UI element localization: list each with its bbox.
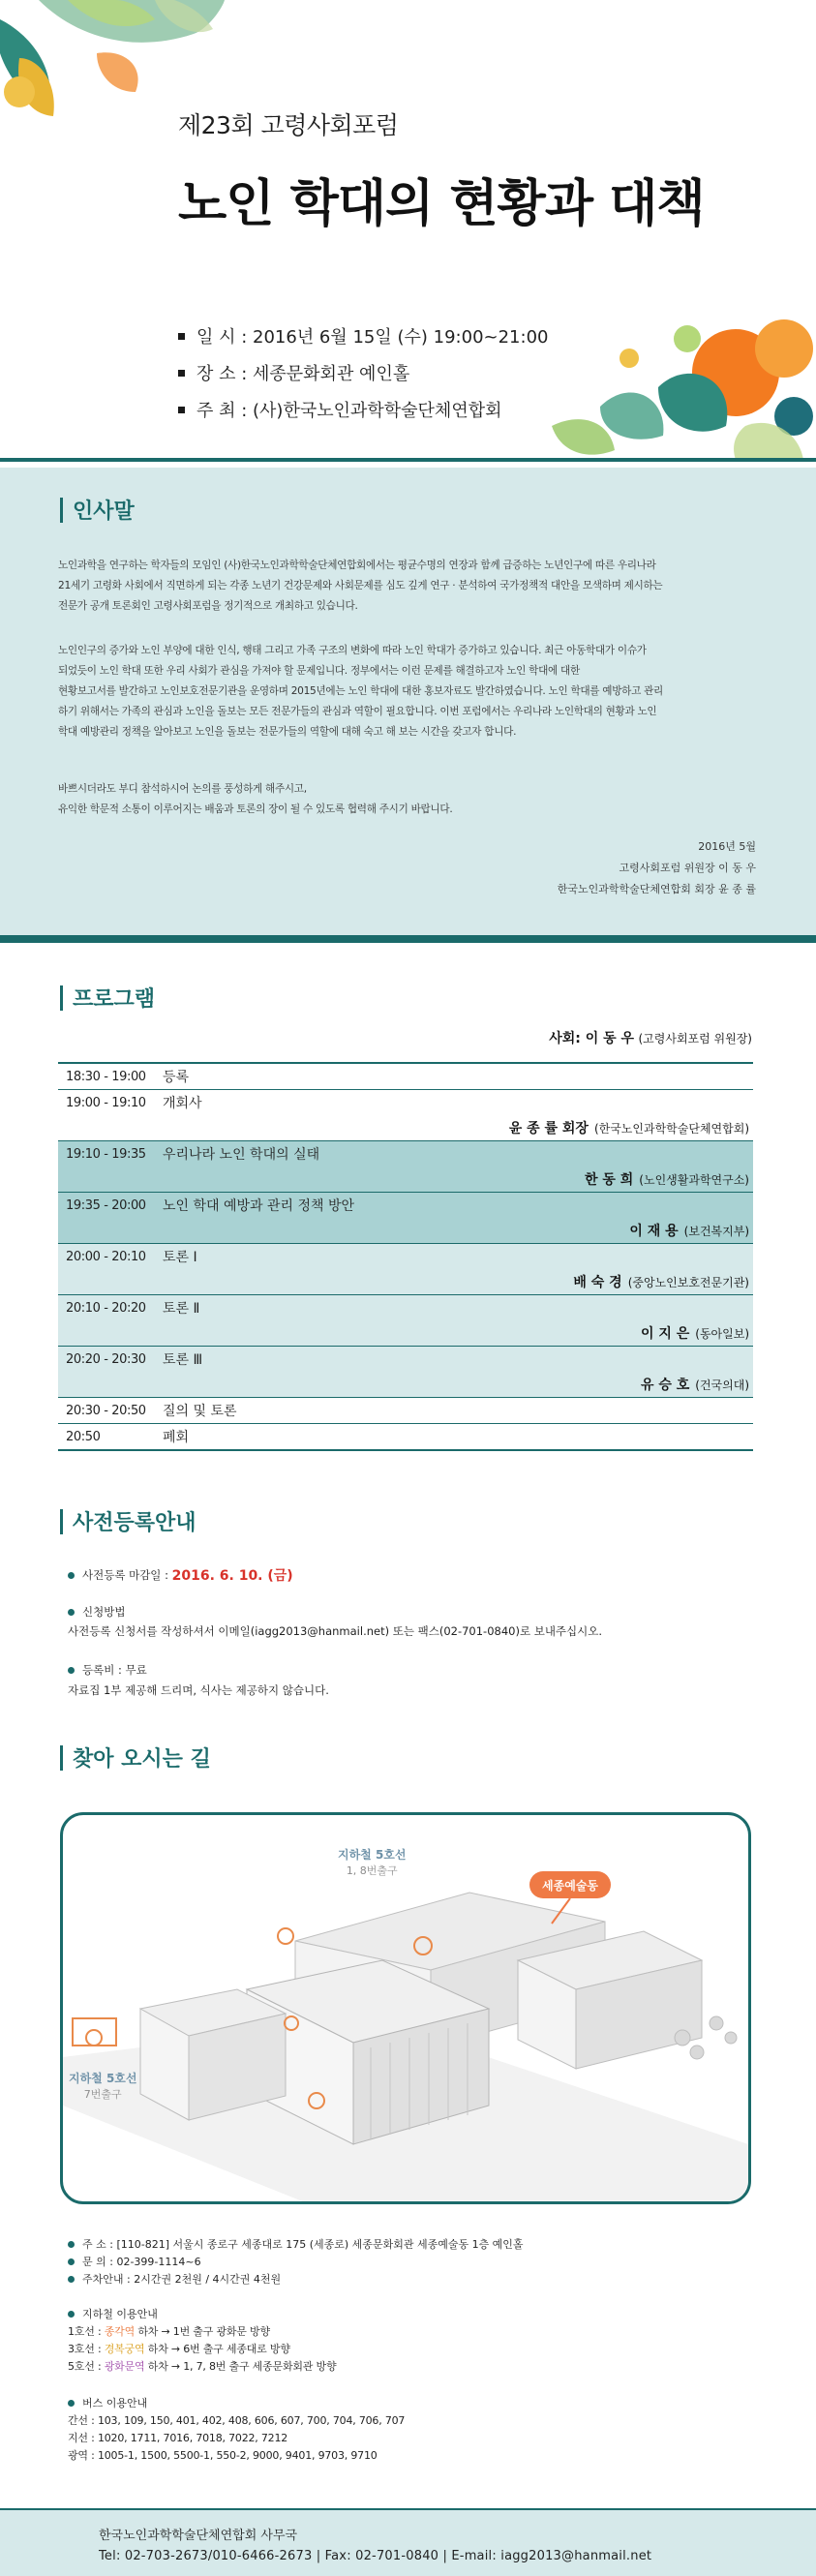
location-map xyxy=(60,1812,751,2204)
program-heading: 프로그램 xyxy=(60,983,155,1013)
table-row: 19:35 - 20:00 노인 학대 예방과 관리 정책 방안 이 재 용 (보건복지부) xyxy=(58,1192,753,1243)
table-row: 20:00 - 20:10 토론 Ⅰ 배 숙 경 (중앙노인보호전문기관) xyxy=(58,1243,753,1294)
location-heading: 찾아 오시는 길 xyxy=(60,1743,211,1773)
bullet-icon xyxy=(68,2258,75,2265)
bus-guide-title: 버스 이용안내 xyxy=(68,2395,147,2410)
program-host: 사회: 이 동 우 (고령사회포럼 위원장) xyxy=(549,1031,752,1046)
table-row: 20:10 - 20:20 토론 Ⅱ 이 지 은 (동아일보) xyxy=(58,1294,753,1346)
program-table xyxy=(58,1062,753,1451)
registration-fee: 등록비 : 무료 xyxy=(68,1662,147,1678)
bullet-icon xyxy=(68,2311,75,2318)
table-row: 19:10 - 19:35 우리나라 노인 학대의 실태 한 동 희 (노인생활과학연구소) xyxy=(58,1140,753,1192)
event-host: 주 최 : (사)한국노인과학학술단체연합회 xyxy=(178,391,548,428)
table-row: 18:30 - 19:00 등록 xyxy=(58,1062,753,1089)
greeting-paragraph-3: 바쁘시더라도 부디 참석하시어 논의를 풍성하게 해주시고, 유익한 학문적 소통이 이루어지는 배움과 토론의 장이 될 수 있도록 협력해 주시기 바랍니다. xyxy=(58,783,453,815)
parking-line: 주차안내 : 2시간권 2천원 / 4시간권 4천원 xyxy=(68,2271,281,2287)
footer-org: 한국노인과학학술단체연합회 사무국 xyxy=(99,2529,298,2543)
square-bullet-icon xyxy=(178,333,185,340)
subway-line-3: 3호선 : 경복궁역 하차 → 6번 출구 세종대로 방향 xyxy=(68,2343,290,2355)
bus-line-express: 광역 : 1005-1, 1500, 5500-1, 550-2, 9000, 9401, 9703, 9710 xyxy=(68,2449,378,2462)
table-row: 19:00 - 19:10 개회사 윤 종 률 회장 (한국노인과학학술단체연합회) xyxy=(58,1089,753,1140)
bullet-icon xyxy=(68,1609,75,1616)
event-info-list xyxy=(178,318,548,428)
registration-deadline: 사전등록 마감일 : 2016. 6. 10. (금) xyxy=(68,1565,293,1585)
heading-bar xyxy=(60,498,63,523)
event-date: 일 시 : 2016년 6월 15일 (수) 19:00~21:00 xyxy=(178,318,548,354)
event-subtitle: 제23회 고령사회포럼 xyxy=(178,111,399,139)
subway-line-1: 1호선 : 종각역 하차 → 1번 출구 광화문 방향 xyxy=(68,2325,270,2338)
footer xyxy=(0,2510,816,2576)
phone-line: 문 의 : 02-399-1114~6 xyxy=(68,2254,201,2269)
table-row: 20:50 폐회 xyxy=(58,1423,753,1451)
bullet-icon xyxy=(68,1572,75,1579)
bullet-icon xyxy=(68,1667,75,1674)
table-row: 20:20 - 20:30 토론 Ⅲ 유 승 호 (건국의대) xyxy=(58,1346,753,1397)
subway-guide-title: 지하철 이용안내 xyxy=(68,2306,158,2321)
footer-contact: Tel: 02-703-2673/010-6466-2673 | Fax: 02-701-0840 | E-mail: iagg2013@hanmail.net xyxy=(99,2549,652,2563)
header-banner xyxy=(0,0,816,468)
event-venue: 장 소 : 세종문화회관 예인홀 xyxy=(178,354,548,391)
registration-heading: 사전등록안내 xyxy=(60,1506,196,1536)
heading-bar xyxy=(60,1745,63,1771)
divider xyxy=(0,935,816,943)
square-bullet-icon xyxy=(178,370,185,377)
decorative-flower-graphic xyxy=(542,319,816,465)
greeting-paragraph-2: 노인인구의 증가와 노인 부양에 대한 인식, 행태 그리고 가족 구조의 변화에 따라 노인 학대가 증가하고 있습니다. 최근 아동학대가 이슈가 되었듯이 노인 학대 또한 우리 사회가 관심을 가져야 할 문제입니다. 정부에서는 이런 문제를 해결하고자 노인 학대에 대한 현황보고서를 발간하고 노인보호전문기관을 운영하며 2015년에는 노인 학대에 대한 홍보자료도 발간하였습니다. 노인 학대를 예방하고 관리 하기 위해서는 가족의 관심과 노인을 돌보는 모든 전문가들의 관심과 역할이 필요합니다. 이번 포럼에서는 우리나라 노인학대의 현황과 노인 학대 예방관리 정책을 알아보고 노인을 돌보는 전문가들의 역할에 대해 숙고 해 보는 시간을 갖고자 합니다. xyxy=(58,645,663,738)
greeting-heading: 인사말 xyxy=(60,495,135,525)
map-subway-top-label: 지하철 5호선 1, 8번출구 xyxy=(338,1848,407,1877)
registration-method-label: 신청방법 xyxy=(68,1604,125,1620)
heading-bar xyxy=(60,985,63,1011)
divider xyxy=(0,458,816,462)
bus-line-branch: 지선 : 1020, 1711, 7016, 7018, 7022, 7212 xyxy=(68,2432,288,2444)
map-subway-left-label: 지하철 5호선 7번출구 xyxy=(69,2072,137,2101)
bullet-icon xyxy=(68,2400,75,2407)
bullet-icon xyxy=(68,2276,75,2283)
table-row: 20:30 - 20:50 질의 및 토론 xyxy=(58,1397,753,1423)
map-venue-badge: 세종예술동 xyxy=(542,1879,598,1893)
event-title: 노인 학대의 현황과 대책 xyxy=(178,175,705,233)
registration-method-text: 사전등록 신청서를 작성하셔서 이메일(iagg2013@hanmail.net) 또는 팩스(02-701-0840)로 보내주십시오. xyxy=(68,1624,603,1638)
bus-line-trunk: 간선 : 103, 109, 150, 401, 402, 408, 606, 607, 700, 704, 706, 707 xyxy=(68,2414,406,2427)
subway-line-5: 5호선 : 광화문역 하차 → 1, 7, 8번 출구 세종문화회관 방향 xyxy=(68,2360,337,2373)
bullet-icon xyxy=(68,2241,75,2248)
address-line: 주 소 : [110-821] 서울시 종로구 세종대로 175 (세종로) 세종문화회관 세종예술동 1층 예인홀 xyxy=(68,2236,524,2252)
heading-bar xyxy=(60,1509,63,1534)
registration-fee-text: 자료집 1부 제공해 드리며, 식사는 제공하지 않습니다. xyxy=(68,1683,329,1697)
greeting-signature: 2016년 5월 고령사회포럼 위원장 이 동 우 한국노인과학학술단체연합회 회장 윤 종 률 xyxy=(557,840,756,895)
square-bullet-icon xyxy=(178,407,185,413)
greeting-paragraph-1: 노인과학을 연구하는 학자들의 모임인 (사)한국노인과학학술단체연합회에서는 평균수명의 연장과 함께 급증하는 노년인구에 따른 우리나라 21세기 고령화 사회에서 직면하게 되는 각종 노년기 건강문제와 사회문제를 심도 깊게 연구 · 분석하여 국가정책적 대안을 모색하며 제시하는 전문가 공개 토론회인 고령사회포럼을 정기적으로 개최하고 있습니다. xyxy=(58,560,663,612)
